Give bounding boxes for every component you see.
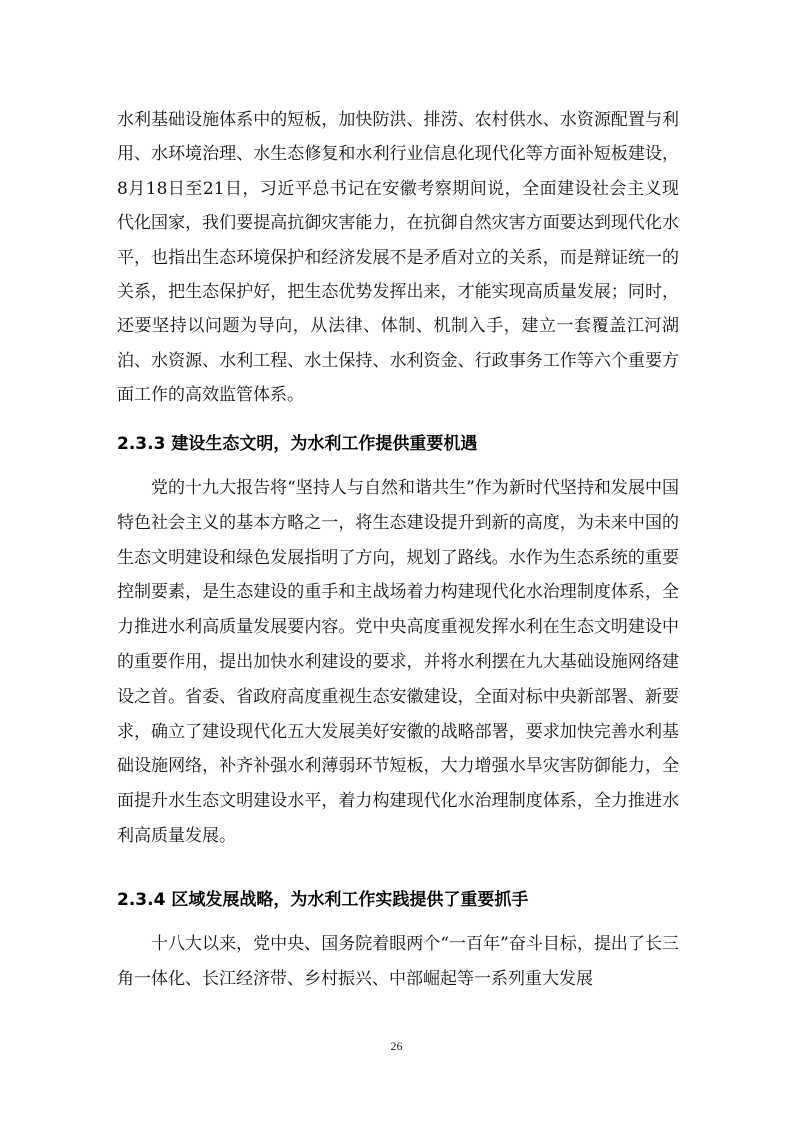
paragraph-regional-strategy: 十八大以来，党中央、国务院着眼两个“一百年”奋斗目标，提出了长三角一体化、长江经济带、乡村振兴、中部崛起等一系列重大发展 [117, 934, 679, 989]
section-heading-2-3-3: 2.3.3 建设生态文明，为水利工作提供重要机遇 [117, 434, 478, 454]
section-heading-2-3-4: 2.3.4 区域发展战略，为水利工作实践提供了重要抓手 [117, 890, 529, 910]
page-number: 26 [390, 1039, 403, 1053]
body-text-block-3 [117, 927, 679, 997]
body-text-block-1 [117, 103, 679, 413]
paragraph-continued: 水利基础设施体系中的短板，加快防洪、排涝、农村供水、水资源配置与利用、水环境治理、水生态修复和水利行业信息化现代化等方面补短板建设，8月18日至21日，习近平总书记在安徽考察期间说，全面建设社会主义现代化国家，我们要提高抗御灾害能力，在抗御自然灾害方面要达到现代化水平，也指出生态环境保护和经济发展不是矛盾对立的关系，而是辩证统一的关系，把生态保护好，把生态优势发挥出来，才能实现高质量发展；同时，还要坚持以问题为导向，从法律、体制、机制入手，建立一套覆盖江河湖泊、水资源、水利工程、水土保持、水利资金、行政事务工作等六个重要方面工作的高效监管体系。 [117, 110, 679, 406]
body-text-block-2 [117, 471, 679, 854]
paragraph-ecological-civilization: 党的十九大报告将“坚持人与自然和谐共生”作为新时代坚持和发展中国特色社会主义的基本方略之一，将生态建设提升到新的高度，为未来中国的生态文明建设和绿色发展指明了方向，规划了路线。水作为生态系统的重要控制要素，是生态建设的重手和主战场着力构建现代化水治理制度体系，全力推进水利高质量发展要内容。党中央高度重视发挥水利在生态文明建设中的重要作用，提出加快水利建设的要求，并将水利摆在九大基础设施网络建设之首。省委、省政府高度重视生态安徽建设，全面对标中央新部署、新要求，确立了建设现代化五大发展美好安徽的战略部署，要求加快完善水利基础设施网络，补齐补强水利薄弱环节短板，大力增强水旱灾害防御能力，全面提升水生态文明建设水平，着力构建现代化水治理制度体系，全力推进水利高质量发展。 [117, 478, 679, 846]
